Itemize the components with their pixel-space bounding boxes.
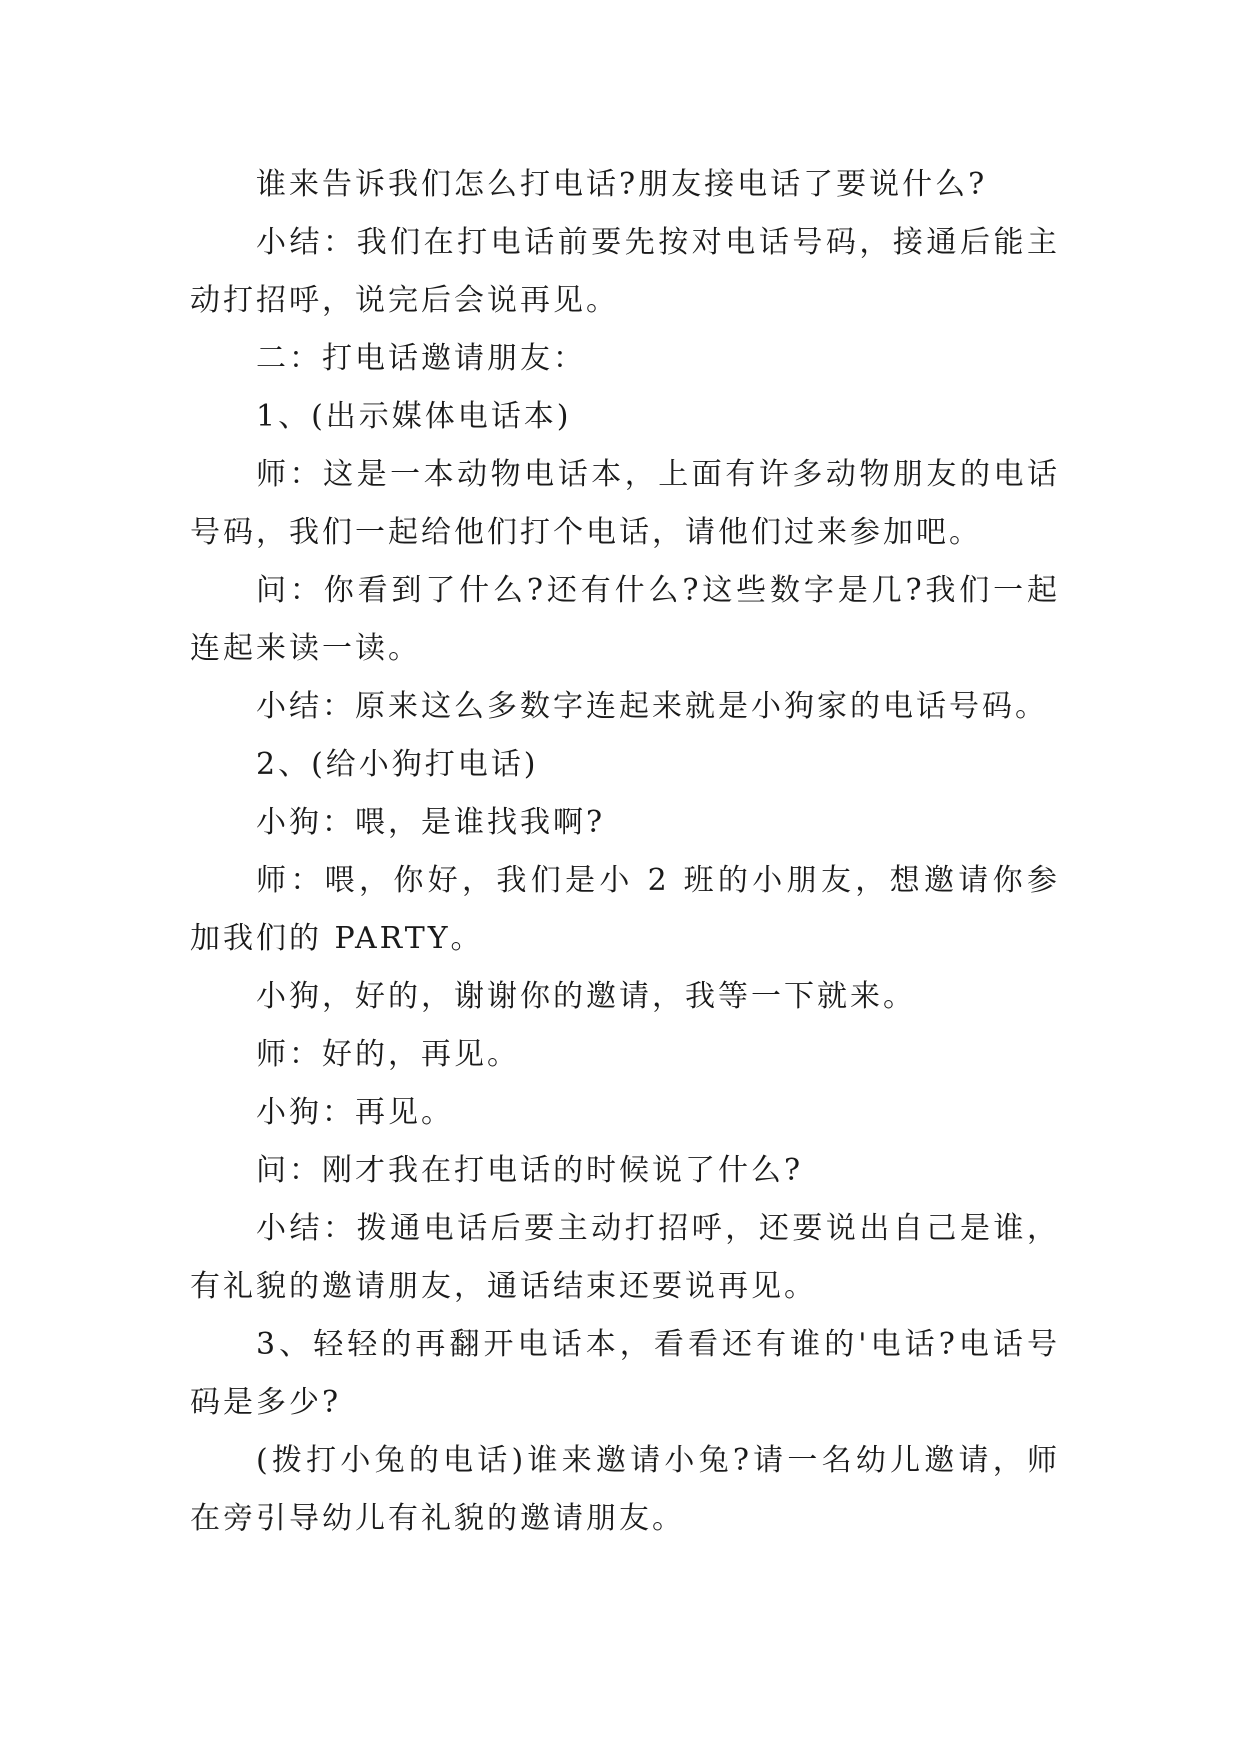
paragraph: 谁来告诉我们怎么打电话?朋友接电话了要说什么? bbox=[256, 167, 988, 202]
paragraph: 2、(给小狗打电话) bbox=[256, 747, 539, 782]
paragraph: 1、(出示媒体电话本) bbox=[256, 399, 572, 434]
paragraph: 师：喂，你好，我们是小 2 班的小朋友，想邀请你参加我们的 PARTY。 bbox=[190, 863, 1060, 956]
section-heading: 二：打电话邀请朋友： bbox=[256, 341, 586, 376]
paragraph: (拨打小兔的电话)谁来邀请小兔?请一名幼儿邀请，师在旁引导幼儿有礼貌的邀请朋友。 bbox=[190, 1443, 1060, 1536]
paragraph: 3、轻轻的再翻开电话本，看看还有谁的'电话?电话号码是多少? bbox=[190, 1327, 1060, 1420]
paragraph: 小狗，好的，谢谢你的邀请，我等一下就来。 bbox=[256, 979, 916, 1014]
paragraph: 师：好的，再见。 bbox=[256, 1037, 520, 1072]
paragraph: 小狗：喂，是谁找我啊? bbox=[256, 805, 606, 840]
paragraph: 师：这是一本动物电话本，上面有许多动物朋友的电话号码，我们一起给他们打个电话，请他们过来参加吧。 bbox=[190, 457, 1060, 550]
paragraph: 问：你看到了什么?还有什么?这些数字是几?我们一起连起来读一读。 bbox=[190, 573, 1060, 666]
document-body bbox=[190, 156, 1060, 1548]
paragraph: 小结：我们在打电话前要先按对电话号码，接通后能主动打招呼，说完后会说再见。 bbox=[190, 225, 1060, 318]
paragraph: 问：刚才我在打电话的时候说了什么? bbox=[256, 1153, 804, 1188]
paragraph: 小结：拨通电话后要主动打招呼，还要说出自己是谁，有礼貌的邀请朋友，通话结束还要说再见。 bbox=[190, 1211, 1060, 1304]
paragraph: 小狗：再见。 bbox=[256, 1095, 454, 1130]
paragraph: 小结：原来这么多数字连起来就是小狗家的电话号码。 bbox=[256, 689, 1048, 724]
